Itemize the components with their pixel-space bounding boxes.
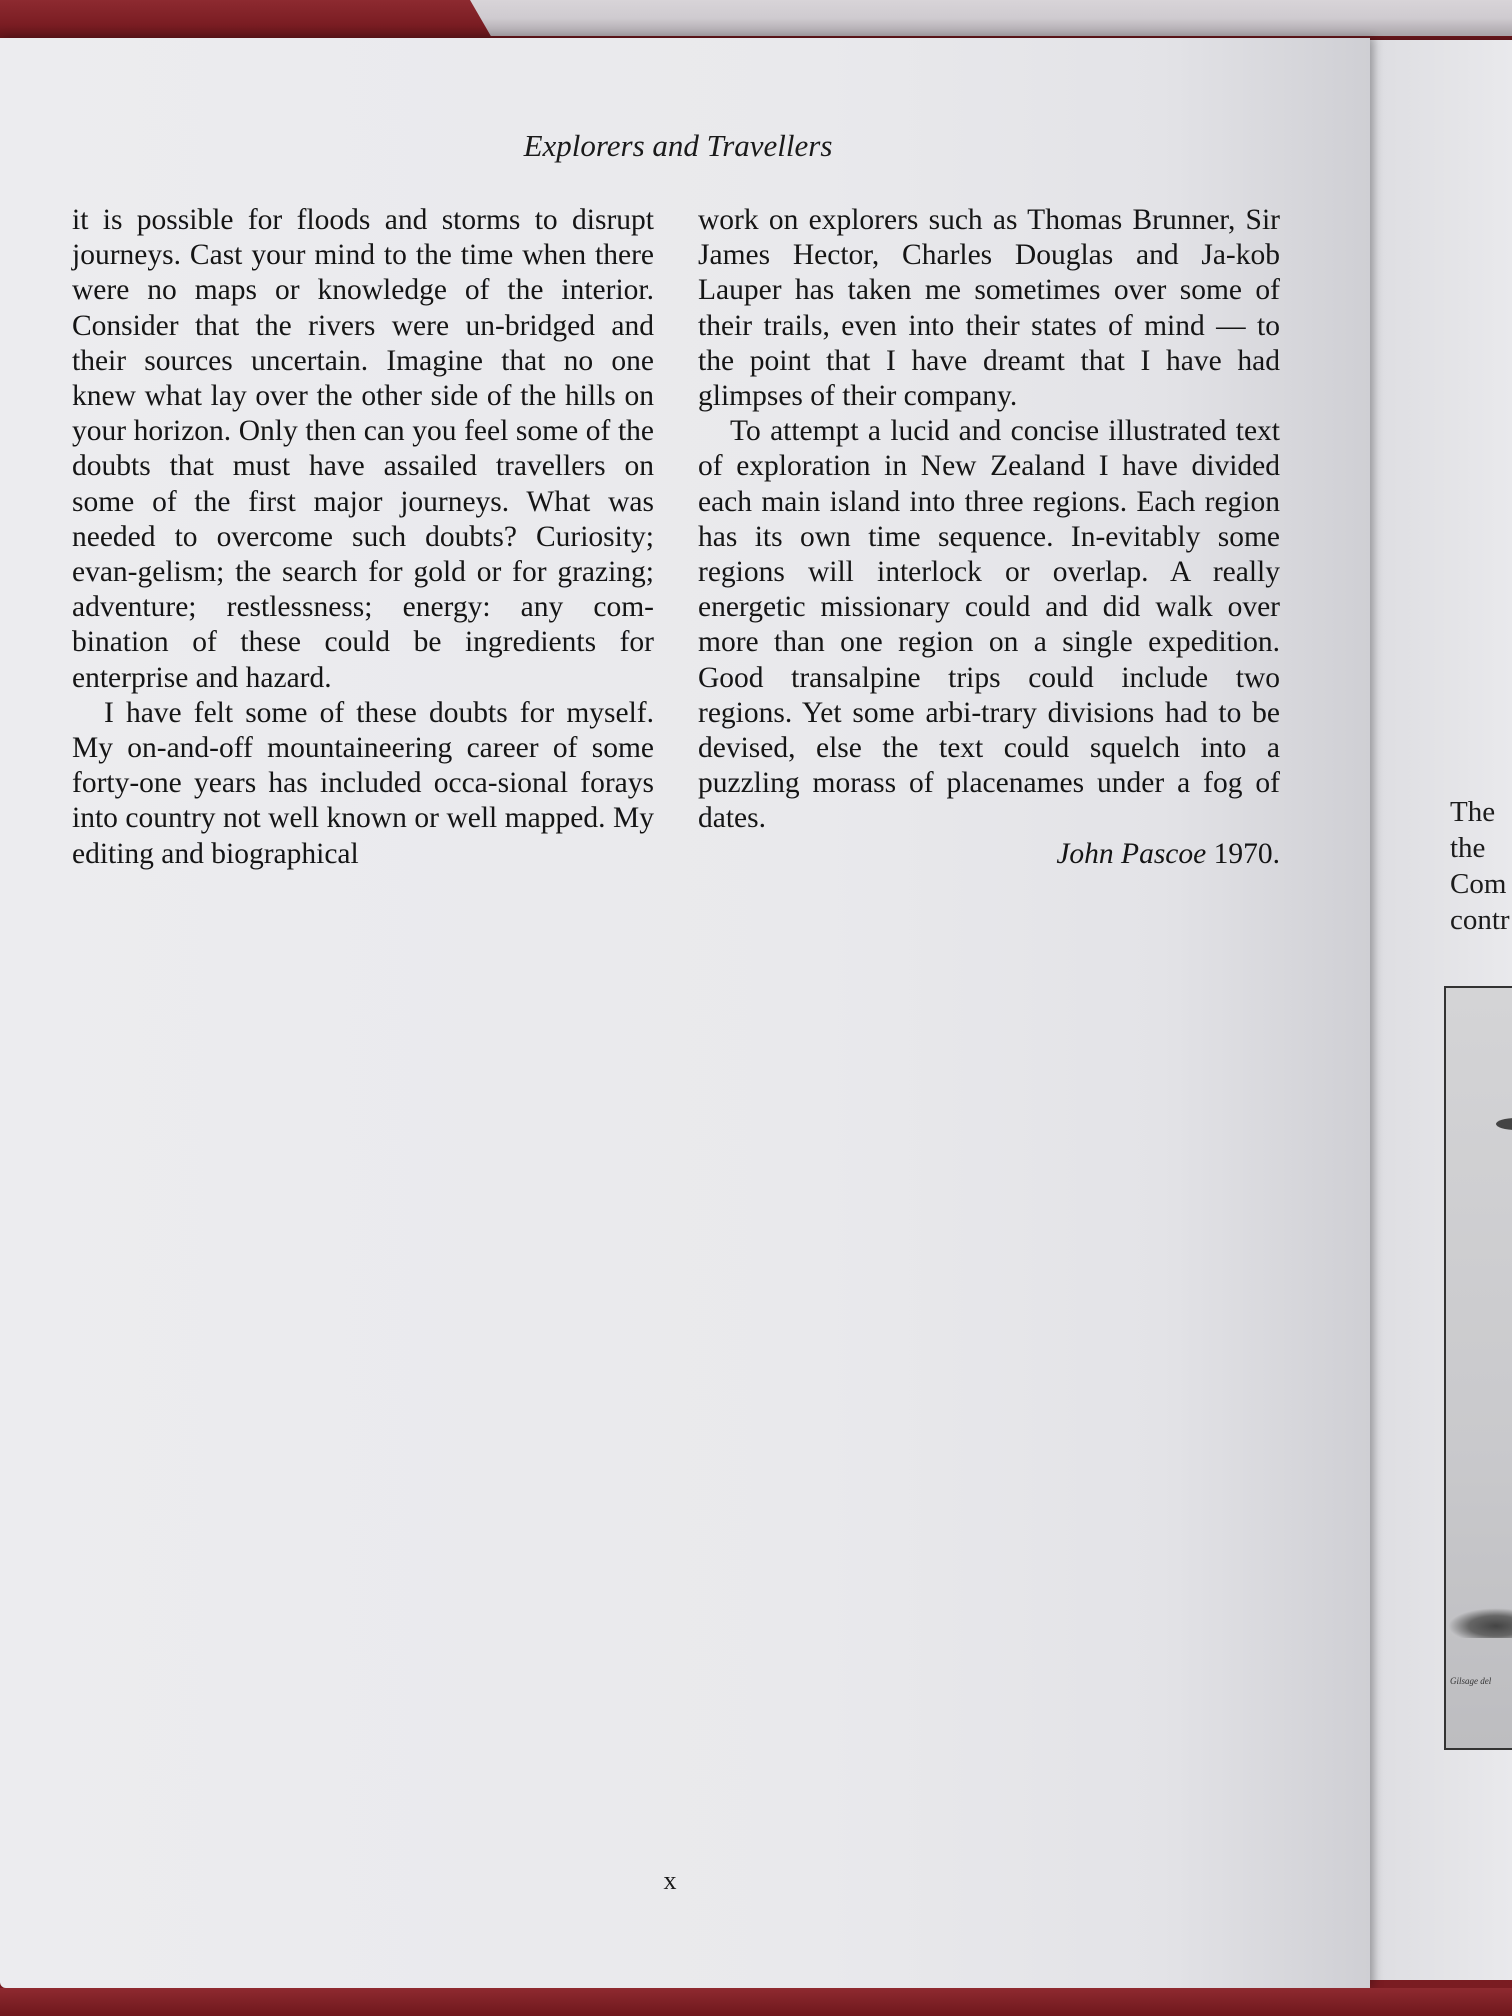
facing-page-fragment: contr: [1450, 904, 1510, 936]
facing-page-fragment: the: [1450, 832, 1486, 864]
signature-name: John Pascoe: [1056, 837, 1207, 870]
running-head: Explorers and Travellers: [523, 128, 833, 163]
book-page: [0, 38, 1370, 1988]
paragraph: To attempt a lucid and concise illustrated text of exploration in New Zealand I have divided each main island into three regions. Each region has its own time sequence. In-evitably some regions will interlock or overlap. A really energetic missionary could and did walk over more than one region on a single expedition. Good transalpine trips could include two regions. Yet some arbi-trary divisions had to be devised, else the text could squelch into a puzzling morass of placenames under a fog of dates.: [698, 415, 1280, 835]
signature: [698, 837, 1280, 872]
facing-page-fragment: The: [1450, 796, 1496, 828]
illustration-mark: [1448, 1608, 1512, 1638]
facing-page-fragment: Com: [1450, 868, 1507, 900]
book-cover-top-edge: [0, 0, 1512, 40]
facing-page: [1360, 40, 1512, 1980]
cover-sheen: [470, 0, 1512, 36]
page-number: x: [663, 1866, 677, 1895]
paragraph: it is possible for floods and storms to disrupt journeys. Cast your mind to the time when there were no maps or knowledge of the interior. Consider that the rivers were un-bridged and their sources uncertain. Imagine that no one knew what lay over the other side of the hills on your horizon. Only then can you feel some of the doubts that must have assailed travellers on some of the first major journeys. What was needed to overcome such doubts? Curiosity; evan-gelism; the search for gold or for grazing; adventure; restlessness; energy: any com-bination of these could be ingredients for enterprise and hazard.: [72, 204, 654, 694]
left-column: [72, 203, 654, 872]
illustration-caption: Gilsage del: [1450, 1676, 1492, 1686]
paragraph: work on explorers such as Thomas Brunner, Sir James Hector, Charles Douglas and Ja-kob Lauper has taken me sometimes over some of their trails, even into their states of mind — to the point that I have dreamt that I have had glimpses of their company.: [698, 204, 1280, 413]
book-cover-bottom-edge: [0, 1988, 1512, 2016]
right-column: [698, 203, 1280, 872]
paragraph: I have felt some of these doubts for myself. My on-and-off mountaineering career of some forty-one years has included occa-sional forays into country not well known or well mapped. My editing and biographical: [72, 696, 654, 870]
illustration-mark: [1496, 1118, 1512, 1130]
signature-year: 1970.: [1213, 837, 1280, 870]
facing-page-illustration: [1444, 986, 1512, 1750]
